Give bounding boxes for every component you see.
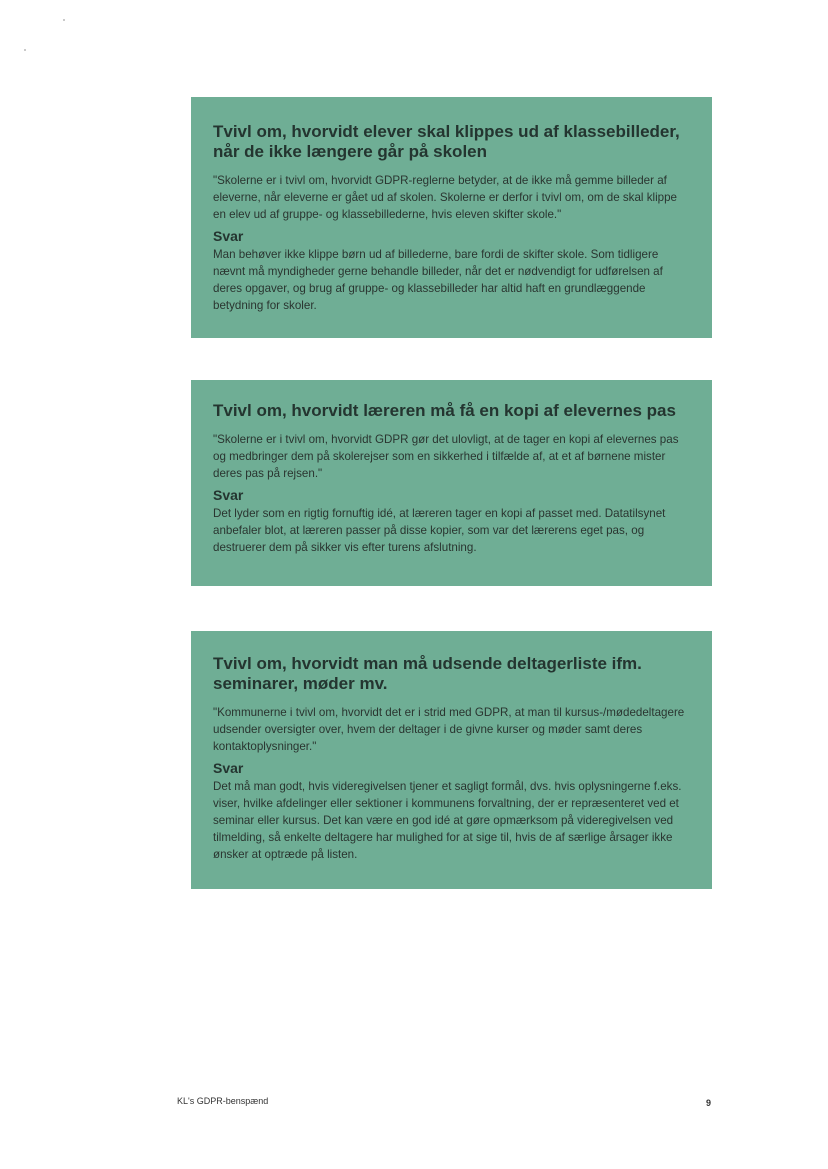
faq-question-quote: "Kommunerne i tvivl om, hvorvidt det er i strid med GDPR, at man til kursus-/mødedeltagere udsender oversigter over, hvem der deltager i de givne kurser og møder samt deres kontaktoplysninger.": [213, 706, 685, 753]
faq-answer: Det lyder som en rigtig fornuftig idé, at læreren tager en kopi af passet med. Datatilsynet anbefaler blot, at læreren passer på disse kopier, som var det lærerens eget pas, og destruerer dem på sikker vis efter turens afslutning.: [213, 507, 666, 554]
page-number: 9: [706, 1098, 712, 1108]
faq-question-quote: "Skolerne er i tvivl om, hvorvidt GDPR gør det ulovligt, at de tager en kopi af elevernes pas og medbringer dem på skolerejser som en sikkerhed i tilfælde af, at et af børnene mister deres pas på rejsen.": [213, 433, 679, 480]
faq-answer: Det må man godt, hvis videregivelsen tjener et sagligt formål, dvs. hvis oplysningerne f.eks. viser, hvilke afdelinger eller sektioner i kommunens forvaltning, der er repræsenteret ved et seminar eller kursus. Det kan være en god idé at gøre opmærksom på videregivelsen ved tilmelding, så enkelte deltagere har mulighed for at sige til, hvis de af særlige årsager ikke ønsker at optræde på listen.: [213, 780, 682, 861]
faq-title: Tvivl om, hvorvidt elever skal klippes ud af klassebilleder, når de ikke længere går på skolen: [213, 122, 680, 161]
answer-heading: Svar: [213, 228, 244, 244]
faq-title: Tvivl om, hvorvidt læreren må få en kopi af elevernes pas: [213, 401, 676, 420]
faq-title: Tvivl om, hvorvidt man må udsende deltagerliste ifm. seminarer, møder mv.: [213, 654, 642, 693]
faq-question-quote: "Skolerne er i tvivl om, hvorvidt GDPR-reglerne betyder, at de ikke må gemme billeder af eleverne, når eleverne er gået ud af skolen. Skolerne er derfor i tvivl om, om de skal klippe en elev ud af gruppe- og klassebillederne, hvis eleven skifter skole.": [213, 174, 677, 221]
faq-answer: Man behøver ikke klippe børn ud af billederne, bare fordi de skifter skole. Som tidligere nævnt må myndigheder gerne behandle billeder, når det er nødvendigt for udførelsen af deres opgaver, og brug af gruppe- og klassebilleder har altid haft en grundlæggende betydning for skoler.: [213, 248, 663, 312]
faq-box-participant-list: [191, 631, 712, 889]
faq-box-class-photos: [191, 97, 712, 338]
answer-heading: Svar: [213, 760, 244, 776]
answer-heading: Svar: [213, 487, 244, 503]
scan-speck: [24, 49, 26, 51]
faq-box-passport-copy: [191, 380, 712, 586]
scan-speck: [63, 19, 65, 21]
footer-document-title: KL's GDPR-benspænd: [177, 1096, 269, 1106]
